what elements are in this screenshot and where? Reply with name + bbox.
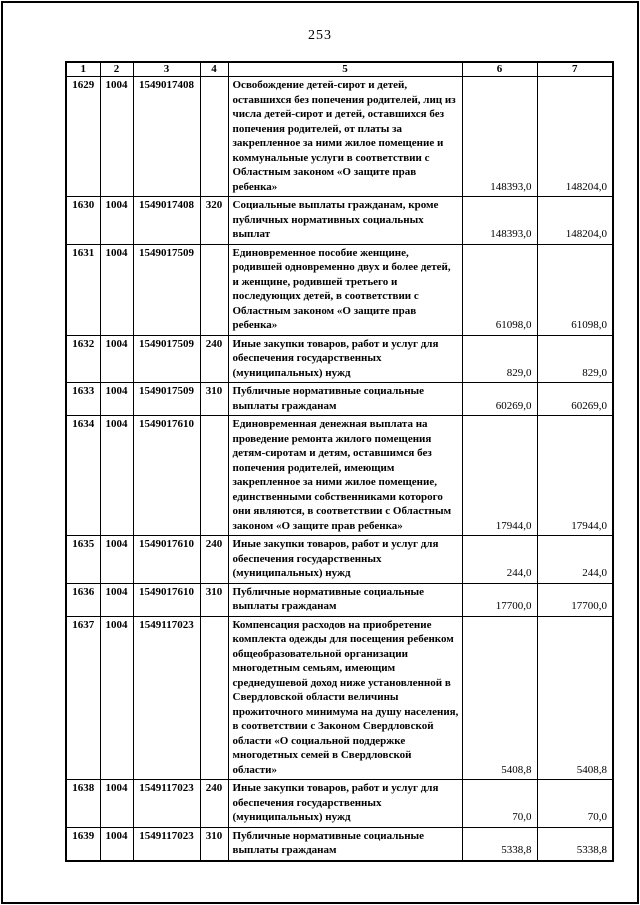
amount-col7-cell: 148204,0 xyxy=(537,77,613,197)
section-code-cell: 1004 xyxy=(100,197,133,245)
expense-name-cell: Освобождение детей-сирот и детей, оставшихся без попечения родителей, лиц из числа детей-сирот и детей, оставшихся без попечения родителей, от платы за закрепленное за ними жилое помещение и коммунальные услуги в соответствии с Областным законом «О защите прав ребенка» xyxy=(228,77,462,197)
row-number-cell: 1634 xyxy=(66,416,100,536)
table-row xyxy=(66,197,613,245)
table-row xyxy=(66,780,613,828)
section-code-cell: 1004 xyxy=(100,616,133,780)
expense-type-code-cell xyxy=(200,77,228,197)
amount-col6-cell: 148393,0 xyxy=(462,77,537,197)
expense-name-cell: Публичные нормативные социальные выплаты гражданам xyxy=(228,583,462,616)
expense-type-code-cell: 320 xyxy=(200,197,228,245)
table-row xyxy=(66,616,613,780)
amount-col7-cell: 5338,8 xyxy=(537,827,613,861)
row-number-cell: 1632 xyxy=(66,335,100,383)
row-number-cell: 1638 xyxy=(66,780,100,828)
target-article-code-cell: 1549017509 xyxy=(133,383,200,416)
amount-col6-cell: 60269,0 xyxy=(462,383,537,416)
expense-type-code-cell: 310 xyxy=(200,383,228,416)
expense-type-code-cell: 310 xyxy=(200,827,228,861)
target-article-code-cell: 1549117023 xyxy=(133,616,200,780)
table-row xyxy=(66,244,613,335)
table-row xyxy=(66,77,613,197)
section-code-cell: 1004 xyxy=(100,780,133,828)
column-header-7: 7 xyxy=(537,62,613,77)
amount-col6-cell: 5408,8 xyxy=(462,616,537,780)
expense-name-cell: Социальные выплаты гражданам, кроме публичных нормативных социальных выплат xyxy=(228,197,462,245)
row-number-cell: 1637 xyxy=(66,616,100,780)
section-code-cell: 1004 xyxy=(100,383,133,416)
column-header-6: 6 xyxy=(462,62,537,77)
section-code-cell: 1004 xyxy=(100,416,133,536)
row-number-cell: 1639 xyxy=(66,827,100,861)
amount-col6-cell: 17944,0 xyxy=(462,416,537,536)
amount-col6-cell: 244,0 xyxy=(462,536,537,584)
table-header-row xyxy=(66,62,613,77)
row-number-cell: 1629 xyxy=(66,77,100,197)
amount-col6-cell: 5338,8 xyxy=(462,827,537,861)
target-article-code-cell: 1549117023 xyxy=(133,827,200,861)
amount-col7-cell: 244,0 xyxy=(537,536,613,584)
expense-name-cell: Компенсация расходов на приобретение комплекта одежды для посещения ребенком общеобразовательной организации многодетным семьям, имеющим среднедушевой доход ниже установленной в Свердловской области величины прожиточного минимума на душу населения, в соответствии с Законом Свердловской области «О социальной поддержке многодетных семей в Свердловской области» xyxy=(228,616,462,780)
amount-col6-cell: 829,0 xyxy=(462,335,537,383)
target-article-code-cell: 1549017509 xyxy=(133,335,200,383)
section-code-cell: 1004 xyxy=(100,536,133,584)
amount-col6-cell: 148393,0 xyxy=(462,197,537,245)
table-row xyxy=(66,827,613,861)
expense-type-code-cell xyxy=(200,244,228,335)
column-header-5: 5 xyxy=(228,62,462,77)
expense-name-cell: Иные закупки товаров, работ и услуг для обеспечения государственных (муниципальных) нужд xyxy=(228,536,462,584)
amount-col7-cell: 17700,0 xyxy=(537,583,613,616)
expense-type-code-cell: 240 xyxy=(200,780,228,828)
row-number-cell: 1635 xyxy=(66,536,100,584)
amount-col6-cell: 17700,0 xyxy=(462,583,537,616)
row-number-cell: 1633 xyxy=(66,383,100,416)
table-row xyxy=(66,416,613,536)
expense-type-code-cell: 310 xyxy=(200,583,228,616)
table-row xyxy=(66,536,613,584)
amount-col6-cell: 70,0 xyxy=(462,780,537,828)
expense-type-code-cell: 240 xyxy=(200,335,228,383)
page-number: 253 xyxy=(308,28,332,43)
column-header-2: 2 xyxy=(100,62,133,77)
expense-type-code-cell xyxy=(200,416,228,536)
section-code-cell: 1004 xyxy=(100,827,133,861)
expense-type-code-cell: 240 xyxy=(200,536,228,584)
target-article-code-cell: 1549017610 xyxy=(133,536,200,584)
amount-col7-cell: 61098,0 xyxy=(537,244,613,335)
amount-col7-cell: 148204,0 xyxy=(537,197,613,245)
target-article-code-cell: 1549017408 xyxy=(133,197,200,245)
table-row xyxy=(66,583,613,616)
amount-col7-cell: 60269,0 xyxy=(537,383,613,416)
amount-col7-cell: 5408,8 xyxy=(537,616,613,780)
target-article-code-cell: 1549117023 xyxy=(133,780,200,828)
amount-col6-cell: 61098,0 xyxy=(462,244,537,335)
expense-name-cell: Единовременное пособие женщине, родившей одновременно двух и более детей, и женщине, родившей третьего и последующих детей, в соответствии с Областным законом «О защите прав ребенка» xyxy=(228,244,462,335)
row-number-cell: 1631 xyxy=(66,244,100,335)
table-row xyxy=(66,383,613,416)
target-article-code-cell: 1549017610 xyxy=(133,583,200,616)
section-code-cell: 1004 xyxy=(100,583,133,616)
column-header-4: 4 xyxy=(200,62,228,77)
budget-table xyxy=(65,61,614,862)
amount-col7-cell: 829,0 xyxy=(537,335,613,383)
amount-col7-cell: 70,0 xyxy=(537,780,613,828)
column-header-3: 3 xyxy=(133,62,200,77)
expense-type-code-cell xyxy=(200,616,228,780)
expense-name-cell: Публичные нормативные социальные выплаты гражданам xyxy=(228,827,462,861)
expense-name-cell: Единовременная денежная выплата на проведение ремонта жилого помещения детям-сиротам и детям, оставшимся без попечения родителей, имеющим закрепленное за ними жилое помещение, единственными собственниками которого они являются, в соответствии с Областным законом «О защите прав ребенка» xyxy=(228,416,462,536)
expense-name-cell: Публичные нормативные социальные выплаты гражданам xyxy=(228,383,462,416)
column-header-1: 1 xyxy=(66,62,100,77)
expense-name-cell: Иные закупки товаров, работ и услуг для обеспечения государственных (муниципальных) нужд xyxy=(228,335,462,383)
target-article-code-cell: 1549017610 xyxy=(133,416,200,536)
section-code-cell: 1004 xyxy=(100,77,133,197)
row-number-cell: 1630 xyxy=(66,197,100,245)
amount-col7-cell: 17944,0 xyxy=(537,416,613,536)
row-number-cell: 1636 xyxy=(66,583,100,616)
table-body xyxy=(66,77,613,861)
target-article-code-cell: 1549017408 xyxy=(133,77,200,197)
table-row xyxy=(66,335,613,383)
target-article-code-cell: 1549017509 xyxy=(133,244,200,335)
expense-name-cell: Иные закупки товаров, работ и услуг для обеспечения государственных (муниципальных) нужд xyxy=(228,780,462,828)
section-code-cell: 1004 xyxy=(100,335,133,383)
section-code-cell: 1004 xyxy=(100,244,133,335)
